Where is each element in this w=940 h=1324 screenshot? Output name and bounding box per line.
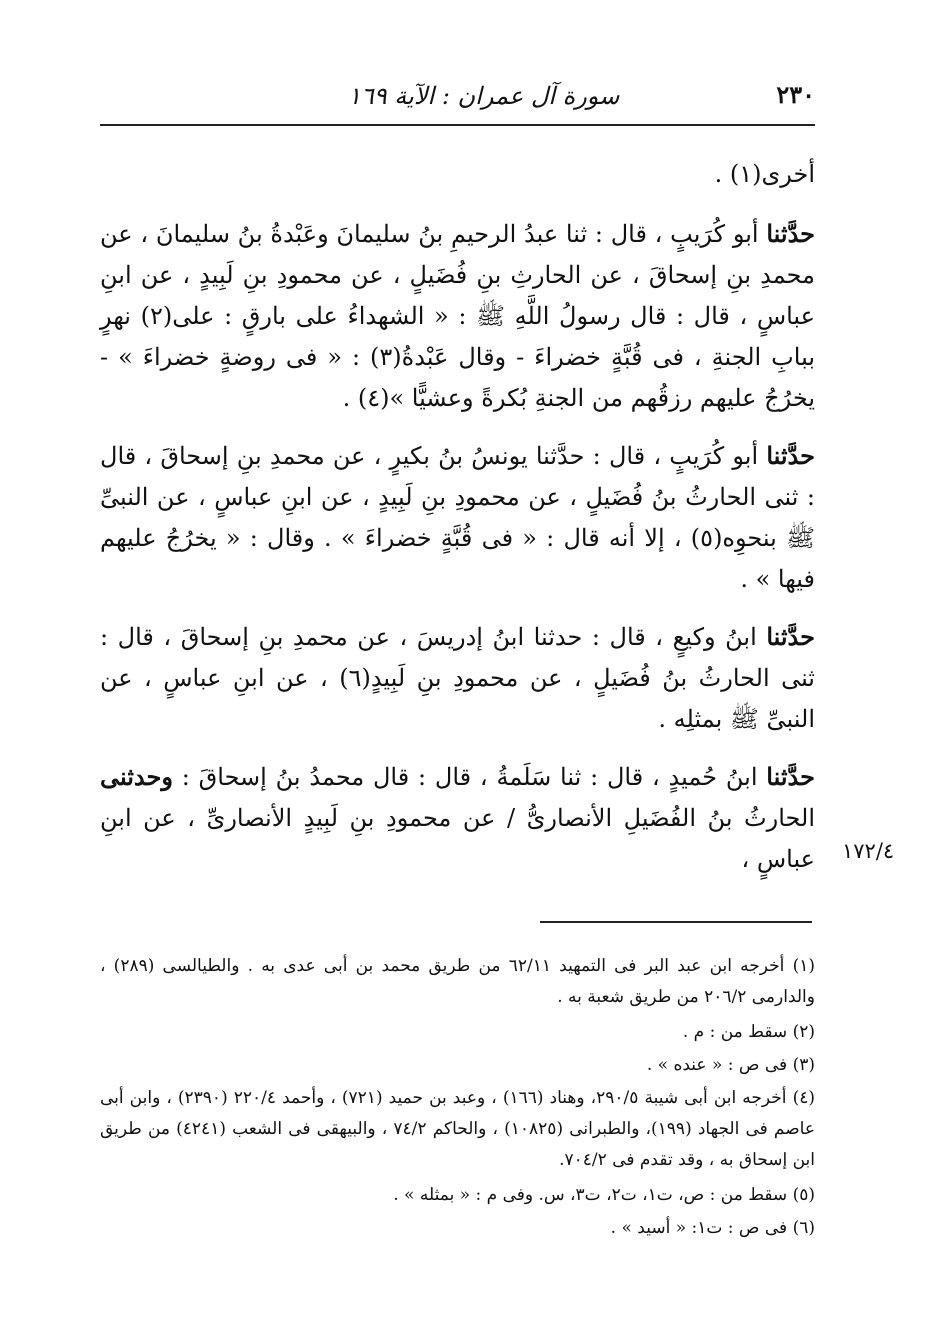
- footnote-4: (٤) أخرجه ابن أبى شيبة ٢٩٠/٥، وهناد (١٦٦) ، وعبد بن حميد (٧٢١) ، وأحمد ٢٢٠/٤ (٢٣٩٠) ، وابن أبى عاصم فى الجهاد (١٩٩)، والطبرانى (١٠٨٢٥) ، والحاكم ٧٤/٢ ، والبيهقى فى الشعب (٤٢٤١) من طريق ابن إسحاق به ، وقد تقدم فى ٧٠٤/٢.: [100, 1088, 816, 1170]
- page-header: [100, 72, 815, 126]
- paragraph-text: ابنُ حُميدٍ ، قال : ثنا سَلَمةُ ، قال : قال محمدُ بنُ إسحاقَ :: [181, 763, 758, 791]
- lead-word: حدَّثنا: [766, 762, 815, 791]
- hadith-paragraph: [100, 756, 815, 880]
- footnote-6: (٦) فى ص : ت١: « أسيد » .: [610, 1218, 815, 1238]
- lead-word: حدَّثنا: [766, 219, 815, 248]
- footnote-5: (٥) سقط من : ص، ت١، ت٢، ت٣، س. وفى م : « بمثله » .: [393, 1185, 815, 1205]
- main-text: [100, 154, 815, 896]
- footnotes: [100, 951, 815, 1246]
- hadith-paragraph: [100, 213, 815, 419]
- lead-word: حدَّثنا: [766, 441, 815, 470]
- paragraph-text: أبو كُرَيبٍ ، قال : حدَّثنا يونسُ بنُ بكيرٍ ، عن محمدِ بنِ إسحاقَ ، قال : ثنى الحارثُ بنُ فُضَيلٍ ، عن محمودِ بنِ لَبِيدٍ ، عن ابنِ عباسٍ ، عن النبىِّ ﷺ بنحوِه(٥) ، إلا أنه قال : « فى قُبَّةٍ خضراءَ » . وقال : « يخرُجُ عليهم فيها » .: [100, 442, 816, 593]
- paragraph-tail: الحارثُ بنُ الفُضَيلِ الأنصارىُّ / عن محمودِ بنِ لَبِيدٍ الأنصارىِّ ، عن ابنِ عباسٍ ،: [100, 804, 815, 873]
- footnote-divider: [540, 921, 812, 923]
- margin-reference: ١٧٢/٤: [842, 839, 895, 863]
- footnote-3: (٣) فى ص : « عنده » .: [646, 1055, 815, 1075]
- paragraph-text: ابنُ وكيعٍ ، قال : حدثنا ابنُ إدريسَ ، عن محمدِ بنِ إسحاقَ ، قال : ثنى الحارثُ بنُ فُضَيلٍ ، عن محمودِ بنِ لَبِيدٍ(٦) ، عن ابنِ عباسٍ ، عن النبىِّ ﷺ بمثلِه .: [100, 623, 815, 733]
- footnote-1: (١) أخرجه ابن عبد البر فى التمهيد ٦٢/١١ من طريق محمد بن أبى عدى به . والطيالسى (٢٨٩) ، والدارمى ٢٠٦/٢ من طريق شعبة به .: [100, 956, 815, 1007]
- running-title: سورة آل عمران : الآية ١٦٩: [348, 82, 620, 110]
- footnote-2: (٢) سقط من : م .: [682, 1022, 815, 1042]
- inline-bold-word: وحدثنى: [100, 762, 173, 791]
- hadith-paragraph: [100, 435, 815, 600]
- paragraph-text: أبو كُرَيبٍ ، قال : ثنا عبدُ الرحيمِ بنُ سليمانَ وعَبْدةُ بنُ سليمانَ ، عن محمدِ بنِ إسحاقَ ، عن الحارثِ بنِ فُضَيلٍ ، عن محمودِ بنِ لَبِيدٍ ، عن ابنِ عباسٍ ، قال : قال رسولُ اللَّهِ ﷺ : « الشهداءُ على بارقٍ : على(٢) نهرٍ ببابِ الجنةِ ، فى قُبَّةٍ خضراءَ - وقال عَبْدةُ(٣) : « فى روضةٍ خضراءَ » - يخرُجُ عليهم رزقُهم من الجنةِ بُكرةً وعشيًّا »(٤) .: [100, 220, 815, 412]
- paragraph-text: أخرى(١) .: [714, 160, 815, 188]
- paragraph-continuation: [100, 154, 815, 195]
- lead-word: حدَّثنا: [766, 622, 815, 651]
- page-number: ٢٣٠: [776, 80, 815, 109]
- hadith-paragraph: [100, 616, 815, 740]
